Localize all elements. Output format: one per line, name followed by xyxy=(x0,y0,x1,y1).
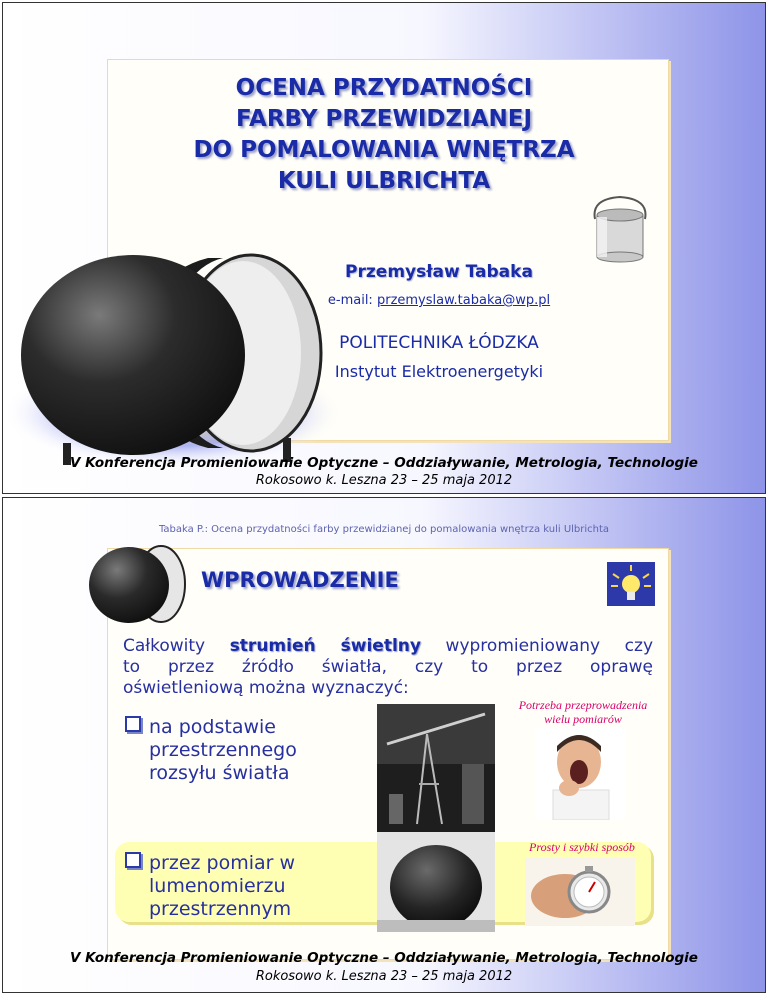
bullet-sphere-lumenometer: przez pomiar w lumenomierzu przestrzennym xyxy=(125,852,295,921)
conference-place-date: Rokosowo k. Leszna 23 – 25 maja 2012 xyxy=(255,969,513,984)
stopwatch-photo xyxy=(525,858,635,926)
intro-text: wypromieniowany czy xyxy=(445,636,653,656)
intro-line-2: to przez źródło światła, czy to przez oprawę xyxy=(123,657,653,677)
yawning-man-photo xyxy=(535,728,625,820)
email-label: e-mail: xyxy=(327,293,373,308)
caption-quick-method: Prosty i szybki sposób xyxy=(529,840,635,854)
title-line: OCENA PRZYDATNOŚCI xyxy=(235,75,533,101)
conference-name: V Konferencja Promieniowanie Optyczne – Oddziaływanie, Metrologia, Technologie xyxy=(70,455,698,471)
title-line: FARBY PRZEWIDZIANEJ xyxy=(235,106,533,132)
slide-title: WPROWADZENIE xyxy=(201,568,399,592)
introduction-slide xyxy=(2,497,766,993)
paint-can-image xyxy=(585,193,655,263)
intro-text: Całkowity xyxy=(123,636,206,656)
lightbulb-icon xyxy=(607,562,655,606)
author-name: Przemysław Tabaka xyxy=(345,262,533,282)
intro-line-1 xyxy=(123,636,653,657)
checkbox-bullet-icon xyxy=(125,716,141,732)
ulbricht-sphere-image xyxy=(3,243,348,473)
goniophotometer-photo xyxy=(377,704,495,832)
luminous-flux-term: strumień świetlny xyxy=(229,636,421,656)
caption-line: wielu pomiarów xyxy=(544,712,622,726)
ulbricht-sphere-photo xyxy=(377,832,495,932)
slide-header: Tabaka P.: Ocena przydatności farby przewidzianej do pomalowania wnętrza kuli Ulbrichta xyxy=(158,524,610,535)
conference-name: V Konferencja Promieniowanie Optyczne – Oddziaływanie, Metrologia, Technologie xyxy=(70,950,698,966)
intro-line-3: oświetleniową można wyznaczyć: xyxy=(123,678,409,698)
checkbox-bullet-icon xyxy=(125,852,141,868)
ulbricht-sphere-thumbnail xyxy=(85,542,190,627)
caption-many-measurements xyxy=(503,698,663,726)
title-line: KULI ULBRICHTA xyxy=(277,168,491,194)
institute: Instytut Elektroenergetyki xyxy=(334,362,544,381)
conference-place-date: Rokosowo k. Leszna 23 – 25 maja 2012 xyxy=(255,473,513,488)
caption-line: Potrzeba przeprowadzenia xyxy=(518,698,648,712)
presentation-title xyxy=(3,73,765,197)
title-line: DO POMALOWANIA WNĘTRZA xyxy=(193,137,575,163)
email-link[interactable]: przemyslaw.tabaka@wp.pl xyxy=(376,293,551,308)
intro-paragraph xyxy=(123,636,653,699)
title-slide xyxy=(2,2,766,494)
institution: POLITECHNIKA ŁÓDZKA xyxy=(339,333,539,353)
bullet-spatial-distribution: na podstawie przestrzennego rozsyłu światła xyxy=(125,716,297,785)
